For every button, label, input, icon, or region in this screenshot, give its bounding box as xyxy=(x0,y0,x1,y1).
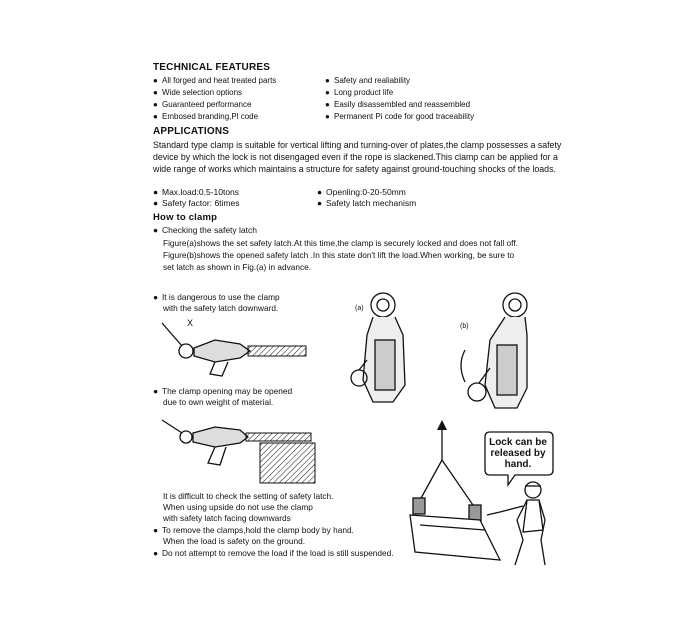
figure-b-label: (b) xyxy=(460,323,469,330)
warning-opening-line2: due to own weight of material. xyxy=(163,397,274,407)
callout-text: Lock can be released by hand. xyxy=(489,437,547,470)
warning-danger: ● It is dangerous to use the clamp xyxy=(153,292,280,302)
feature-item: ● Long product life xyxy=(325,88,394,97)
clamp-latch-down-figure xyxy=(160,318,310,378)
difficult-line3: with safety latch facing downwards xyxy=(163,513,291,523)
feature-item: ● Wide selection options xyxy=(153,88,243,97)
clamp-material-figure xyxy=(160,415,320,490)
clamp-figure-b xyxy=(455,290,545,420)
spec-item: ● Openling:0-20-50mm xyxy=(317,187,406,197)
warning-remove: ● To remove the clamps,hold the clamp body by hand. xyxy=(153,525,354,535)
clamp-figure-a xyxy=(345,290,425,410)
figure-a-text: Figure(a)shows the set safety latch.At this time,the clamp is securely locked and does not fall off. xyxy=(163,238,518,248)
how-to-clamp-heading: How to clamp xyxy=(153,212,218,223)
warning-remove-line2: When the load is safety on the ground. xyxy=(163,536,306,546)
warning-do-not: ● Do not attempt to remove the load if the load is still suspended. xyxy=(153,548,394,558)
technical-features-heading: TECHNICAL FEATURES xyxy=(153,62,271,73)
feature-item: ● Permanent Pi code for good traceability xyxy=(325,112,475,121)
feature-item: ● Easily disassembled and reassembled xyxy=(325,100,471,109)
applications-paragraph: Standard type clamp is suitable for vertical lifting and turning-over of plates,the clamp possesses a safety device by which the lock is not disengaged even if the rope is slackened.This clamp can be applied for a wide range of works which maintains a structure for safety against ground-touching shocks of the loads. xyxy=(153,140,562,174)
x-mark: X xyxy=(187,318,194,328)
spec-item: ● Max.load:0.5-10tons xyxy=(153,187,240,197)
feature-item: ● All forged and heat treated parts xyxy=(153,76,277,85)
difficult-line1: It is difficult to check the setting of safety latch. xyxy=(163,491,334,501)
difficult-line2: When using upside do not use the clamp xyxy=(163,502,313,512)
feature-item: ● Safety and realiability xyxy=(325,76,411,85)
warning-danger-line2: with the safety latch downward. xyxy=(163,303,279,313)
warning-opening: ● The clamp opening may be opened xyxy=(153,386,293,396)
feature-item: ● Guaranteed performance xyxy=(153,100,252,109)
spec-item: ● Safety factor: 6times xyxy=(153,198,240,208)
how-to-item: ● Checking the safety latch xyxy=(153,225,257,235)
figure-a-label: (a) xyxy=(355,305,364,312)
set-latch-text: set latch as shown in Fig.(a) in advance. xyxy=(163,262,312,272)
spec-item: ● Safety latch mechanism xyxy=(317,198,417,208)
feature-item: ● Embosed branding,Pl code xyxy=(153,112,259,121)
figure-b-text: Figure(b)shows the opened safety latch .In this state don't lift the load.When working, be sure to xyxy=(163,250,515,260)
applications-heading: APPLICATIONS xyxy=(153,126,230,137)
